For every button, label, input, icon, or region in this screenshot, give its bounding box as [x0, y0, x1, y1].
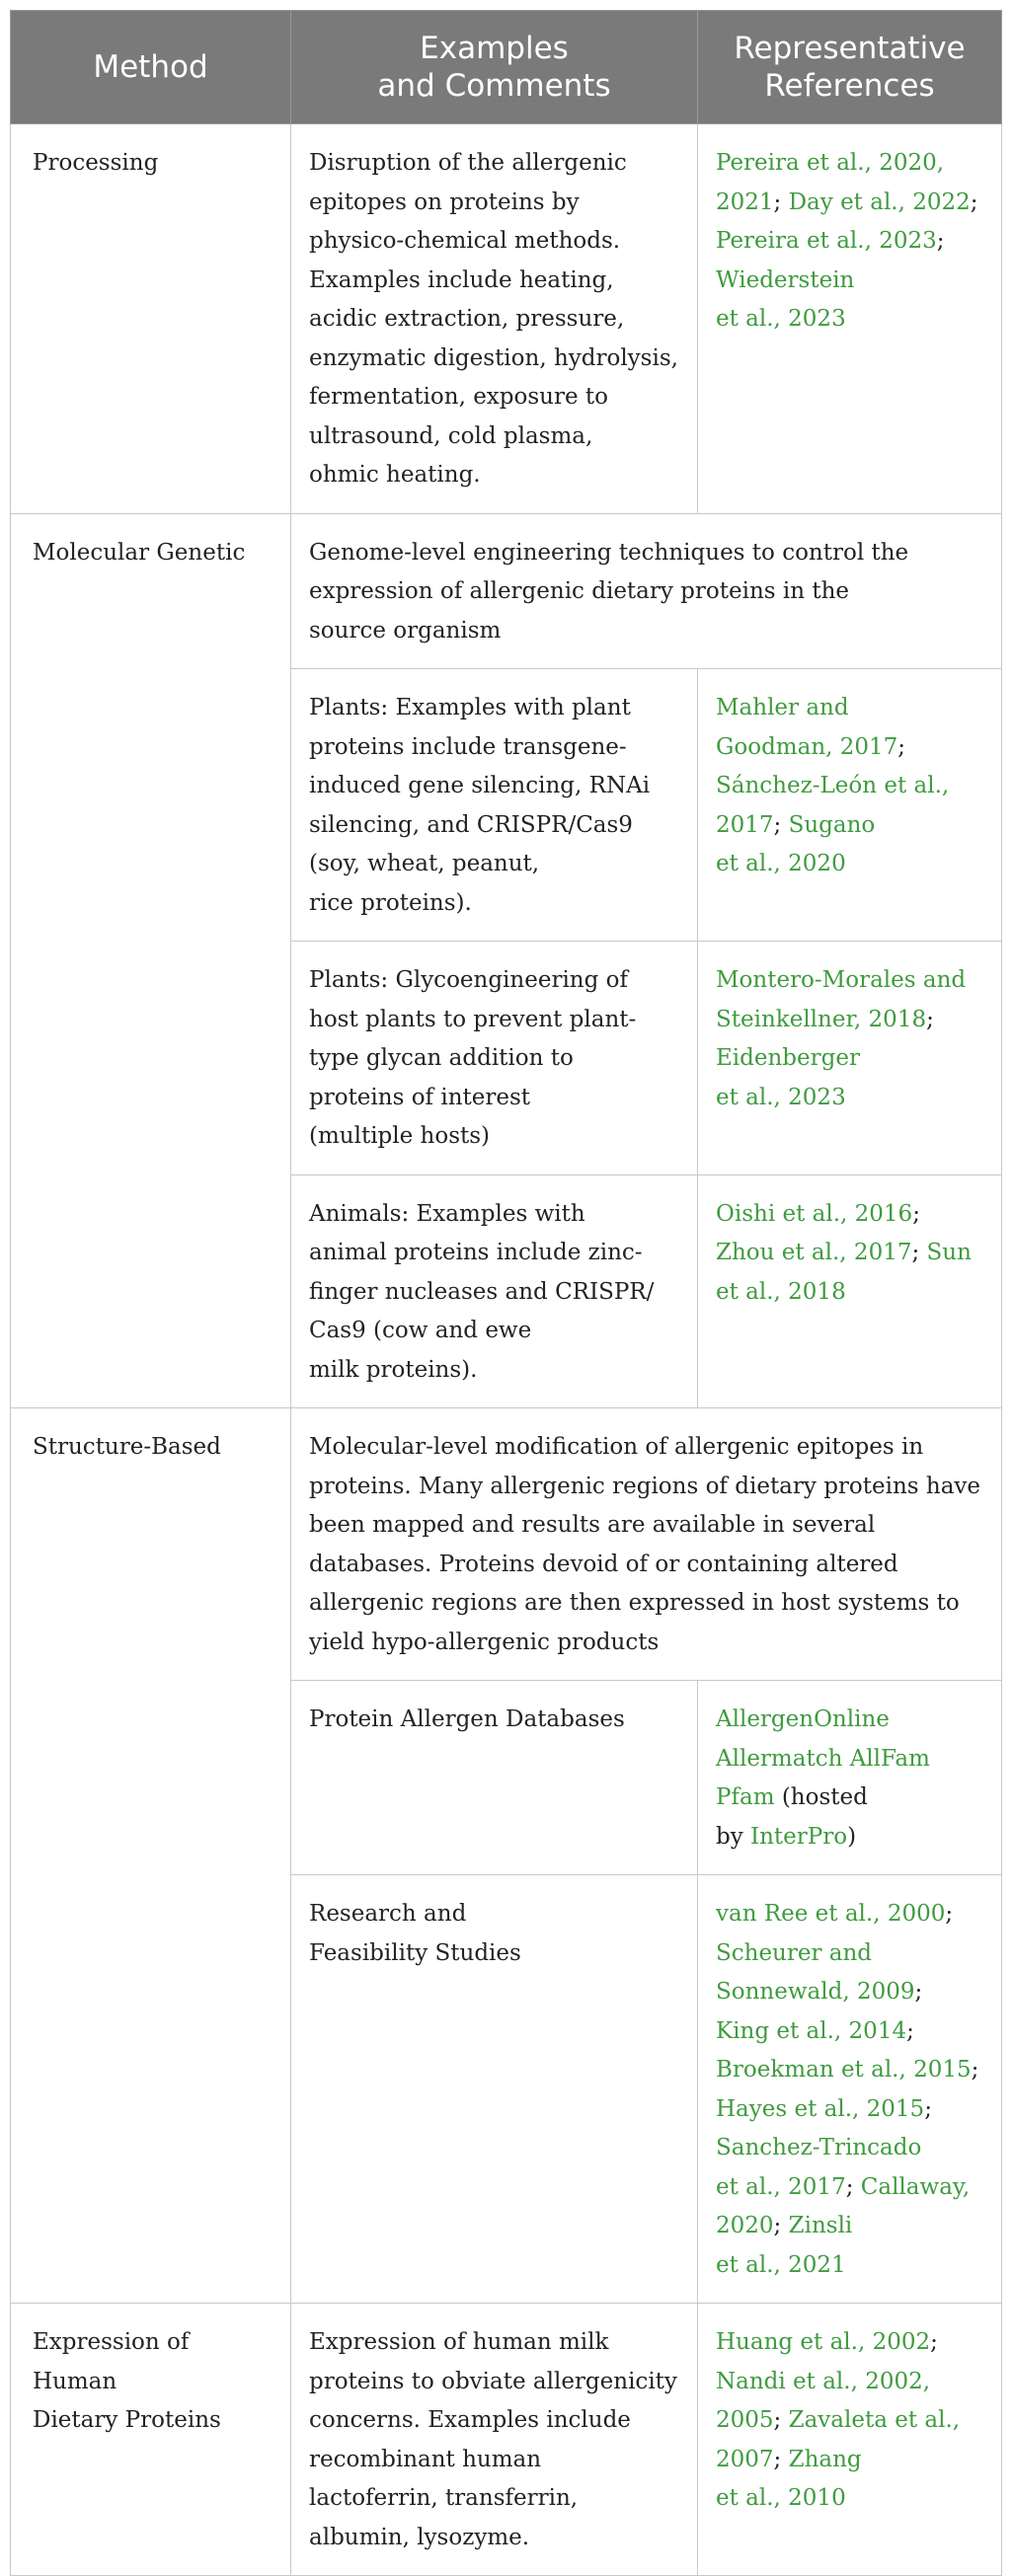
header-references: Representative References — [698, 11, 1002, 124]
examples-cell: Plants: Examples with plant proteins include transgene- induced gene silencing, RNAi silencing, and CRISPR/Cas9 (soy, wheat, peanut, rice proteins). — [291, 669, 698, 942]
header-row — [11, 11, 1002, 124]
reference-link[interactable]: Day et al., 2022 — [788, 189, 971, 215]
reference-link[interactable]: Scheurer and Sonnewald, 2009 — [716, 1939, 915, 2005]
reference-separator: ; — [945, 1901, 954, 1927]
reference-link[interactable]: Wiederstein et al., 2023 — [716, 266, 855, 332]
reference-separator: ; — [906, 2017, 914, 2044]
description-cell: Molecular-level modification of allergenic epitopes in proteins. Many allergenic regions of dietary proteins have been mapped and results are available in several databases. Proteins devoid of or containing altered allergenic regions are then expressed in host systems to yield hypo-allergenic products — [291, 1408, 1002, 1681]
examples-cell: Animals: Examples with animal proteins include zinc- finger nucleases and CRISPR/ Cas9 (cow and ewe milk proteins). — [291, 1174, 698, 1408]
references-cell — [698, 669, 1002, 942]
reference-link[interactable]: Oishi et al., 2016 — [716, 1200, 913, 1227]
reference-link[interactable]: Zhang et al., 2010 — [716, 2446, 862, 2511]
references-cell — [698, 1681, 1002, 1875]
reference-link[interactable]: Broekman et al., 2015 — [716, 2057, 972, 2083]
reference-link[interactable]: Huang et al., 2002 — [716, 2329, 931, 2355]
method-cell: Molecular Genetic — [11, 513, 291, 1408]
reference-separator: ; — [912, 1200, 920, 1227]
reference-link[interactable]: Eidenberger et al., 2023 — [716, 1045, 860, 1110]
reference-link[interactable]: Pereira et al., 2023 — [716, 228, 937, 254]
method-cell: Structure-Based — [11, 1408, 291, 2304]
references-cell — [698, 1875, 1002, 2304]
reference-separator: ; — [914, 1979, 923, 2005]
references-cell — [698, 1174, 1002, 1408]
reference-separator: ; — [926, 1006, 934, 1032]
method-cell: Processing — [11, 124, 291, 514]
reference-separator: ; — [773, 2407, 789, 2433]
examples-cell: Research and Feasibility Studies — [291, 1875, 698, 2304]
reference-link[interactable]: InterPro — [750, 1823, 848, 1850]
reference-link[interactable]: Pereira et al., 2020, 2021 — [716, 150, 945, 215]
methods-table — [10, 10, 1002, 2576]
reference-separator: ; — [971, 2057, 979, 2083]
reference-link[interactable]: Sánchez-León et al., 2017 — [716, 773, 950, 838]
reference-separator: ; — [897, 733, 906, 760]
reference-link[interactable]: AllergenOnline Allermatch AllFam Pfam — [716, 1706, 930, 1810]
reference-link[interactable]: Sugano et al., 2020 — [716, 811, 876, 876]
reference-link[interactable]: Montero-Morales and Steinkellner, 2018 — [716, 967, 967, 1032]
examples-cell: Disruption of the allergenic epitopes on proteins by physico-chemical methods. Examples include heating, acidic extraction, pressure, enzymatic digestion, hydrolysis, fermentation, exposure to ultrasound, cold plasma, ohmic heating. — [291, 124, 698, 514]
table-row — [11, 1408, 1002, 1681]
reference-separator: ) — [847, 1823, 857, 1850]
examples-cell: Protein Allergen Databases — [291, 1681, 698, 1875]
reference-separator: ; — [845, 2173, 861, 2200]
table-row — [11, 2304, 1002, 2576]
header-method: Method — [11, 11, 291, 124]
reference-separator: ; — [924, 2095, 932, 2122]
reference-separator: ; — [911, 1240, 927, 1265]
reference-link[interactable]: Zinsli et al., 2021 — [716, 2213, 853, 2278]
reference-separator: ; — [773, 2446, 789, 2472]
header-examples: Examples and Comments — [291, 11, 698, 124]
table-row — [11, 513, 1002, 669]
reference-link[interactable]: King et al., 2014 — [716, 2017, 907, 2044]
reference-separator: (hosted by — [716, 1784, 868, 1850]
references-cell — [698, 2304, 1002, 2576]
examples-cell: Plants: Glycoengineering of host plants to prevent plant- type glycan addition to proteins of interest (multiple hosts) — [291, 942, 698, 1175]
reference-link[interactable]: Sanchez-Trincado et al., 2017 — [716, 2135, 922, 2200]
description-cell: Genome-level engineering techniques to control the expression of allergenic dietary proteins in the source organism — [291, 513, 1002, 669]
reference-separator: ; — [970, 189, 978, 215]
reference-separator: ; — [773, 811, 789, 838]
reference-link[interactable]: Callaway, 2020 — [716, 2173, 971, 2238]
reference-link[interactable]: Sun et al., 2018 — [716, 1240, 972, 1305]
references-cell — [698, 942, 1002, 1175]
reference-separator: ; — [773, 2213, 789, 2238]
reference-link[interactable]: Hayes et al., 2015 — [716, 2095, 925, 2122]
method-cell: Expression of Human Dietary Proteins — [11, 2304, 291, 2576]
reference-separator: ; — [930, 2329, 938, 2355]
table-row — [11, 124, 1002, 514]
examples-cell: Expression of human milk proteins to obviate allergenicity concerns. Examples include recombinant human lactoferrin, transferrin, albumin, lysozyme. — [291, 2304, 698, 2576]
reference-link[interactable]: Zavaleta et al., 2007 — [716, 2407, 961, 2472]
reference-link[interactable]: Nandi et al., 2002, 2005 — [716, 2368, 931, 2433]
reference-link[interactable]: van Ree et al., 2000 — [716, 1901, 946, 1927]
references-cell — [698, 124, 1002, 514]
reference-link[interactable]: Zhou et al., 2017 — [716, 1240, 912, 1265]
reference-separator: ; — [936, 228, 945, 254]
reference-separator: ; — [773, 189, 789, 215]
reference-link[interactable]: Mahler and Goodman, 2017 — [716, 695, 898, 760]
